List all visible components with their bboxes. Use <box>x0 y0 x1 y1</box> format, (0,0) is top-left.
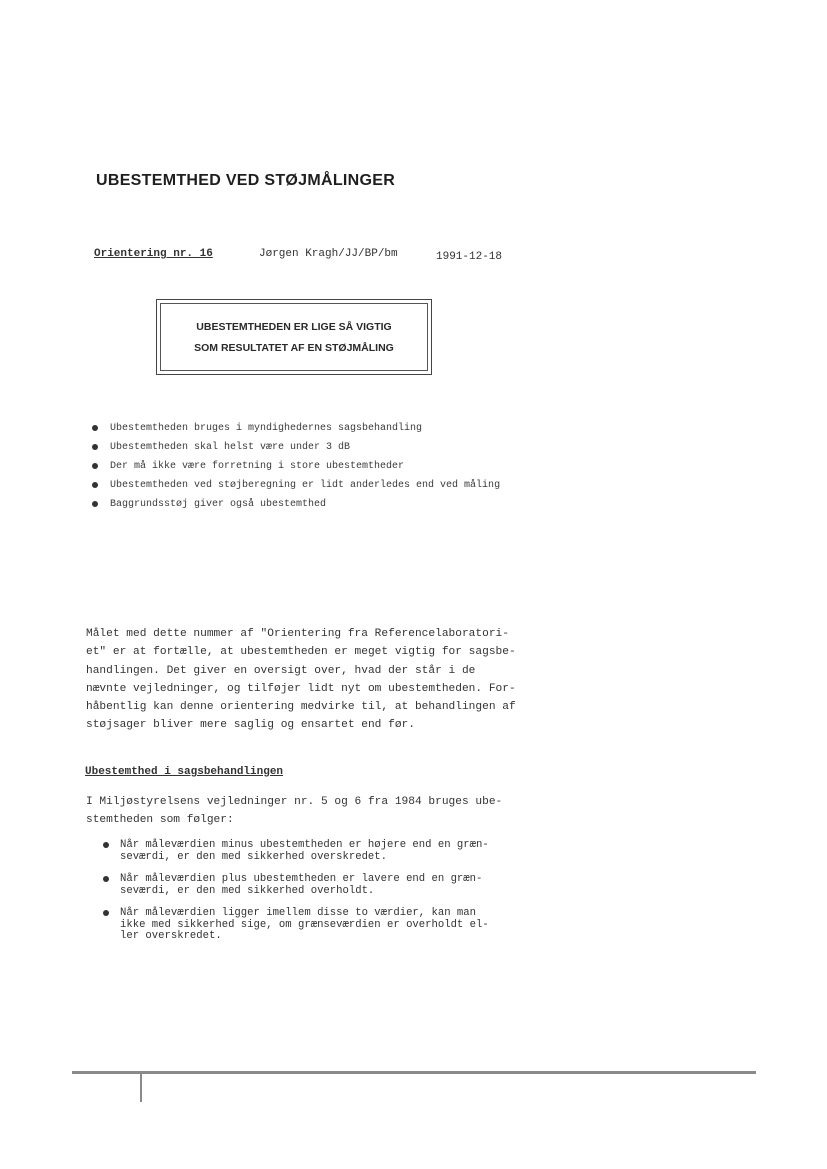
bullet-text: Ubestemtheden ved støjberegning er lidt anderledes end ved måling <box>110 480 501 491</box>
highlight-box <box>156 299 432 375</box>
highlight-box-inner-border <box>160 303 428 371</box>
reference-number: Orientering nr. 16 <box>94 248 213 260</box>
paragraph-line: et" er at fortælle, at ubestemtheden er meget vigtig for sagsbe- <box>86 646 516 659</box>
section-heading: Ubestemthed i sagsbehandlingen <box>85 766 284 778</box>
paragraph-line: nævnte vejledninger, og tilføjer lidt nyt om ubestemtheden. For- <box>86 682 516 695</box>
bullet-icon <box>92 444 98 450</box>
paragraph-line: handlingen. Det giver en oversigt over, hvad der står i de <box>86 664 476 677</box>
bullet-text-line: ler overskredet. <box>120 930 222 942</box>
summary-bullet-list <box>92 423 522 518</box>
list-item <box>103 840 533 863</box>
bullet-icon <box>103 876 109 882</box>
list-item <box>92 480 522 491</box>
document-title: UBESTEMTHED VED STØJMÅLINGER <box>96 172 396 189</box>
document-date: 1991-12-18 <box>436 251 503 263</box>
bullet-text: Ubestemtheden skal helst være under 3 dB <box>110 442 351 453</box>
bullet-icon <box>103 910 109 916</box>
highlight-box-line-1: UBESTEMTHEDEN ER LIGE SÅ VIGTIG <box>196 321 392 333</box>
paragraph-line: håbentlig kan denne orientering medvirke til, at behandlingen af <box>86 701 516 714</box>
list-item <box>92 442 522 453</box>
bullet-icon <box>92 463 98 469</box>
footer-rule <box>72 1071 756 1074</box>
intro-paragraph <box>86 625 528 735</box>
bullet-icon <box>92 482 98 488</box>
paragraph-line: støjsager bliver mere saglig og ensartet end før. <box>86 719 415 732</box>
section-paragraph <box>86 794 526 829</box>
bullet-text-line: ikke med sikkerhed sige, om grænseværdien er overholdt el- <box>120 918 489 931</box>
bullet-text-line: Når måleværdien minus ubestemtheden er højere end en græn- <box>120 839 489 851</box>
list-item <box>103 908 533 943</box>
bullet-text: Ubestemtheden bruges i myndighedernes sagsbehandling <box>110 423 423 434</box>
list-item <box>92 499 522 510</box>
paragraph-line: I Miljøstyrelsens vejledninger nr. 5 og 6 fra 1984 bruges ube- <box>86 796 503 808</box>
list-item <box>103 874 533 897</box>
bullet-text-line: Når måleværdien ligger imellem disse to værdier, kan man <box>120 907 477 919</box>
bullet-text: Der må ikke være forretning i store ubestemtheder <box>110 461 405 472</box>
list-item <box>92 461 522 472</box>
list-item <box>92 423 522 434</box>
bullet-text-line: Når måleværdien plus ubestemtheden er lavere end en græn- <box>120 873 483 885</box>
section-bullet-list <box>103 840 533 954</box>
bullet-icon <box>92 425 98 431</box>
paragraph-line: stemtheden som følger: <box>86 813 234 826</box>
footer-divider-tick <box>140 1072 142 1102</box>
bullet-text-line: seværdi, er den med sikkerhed overskredet. <box>120 850 388 863</box>
bullet-icon <box>92 501 98 507</box>
bullet-icon <box>103 842 109 848</box>
bullet-text: Baggrundsstøj giver også ubestemthed <box>110 499 327 510</box>
bullet-text-line: seværdi, er den med sikkerhed overholdt. <box>120 884 375 897</box>
paragraph-line: Målet med dette nummer af "Orientering fra Referencelaboratori- <box>86 628 509 640</box>
author-initials: Jørgen Kragh/JJ/BP/bm <box>259 248 398 260</box>
highlight-box-line-2: SOM RESULTATET AF EN STØJMÅLING <box>194 342 394 354</box>
